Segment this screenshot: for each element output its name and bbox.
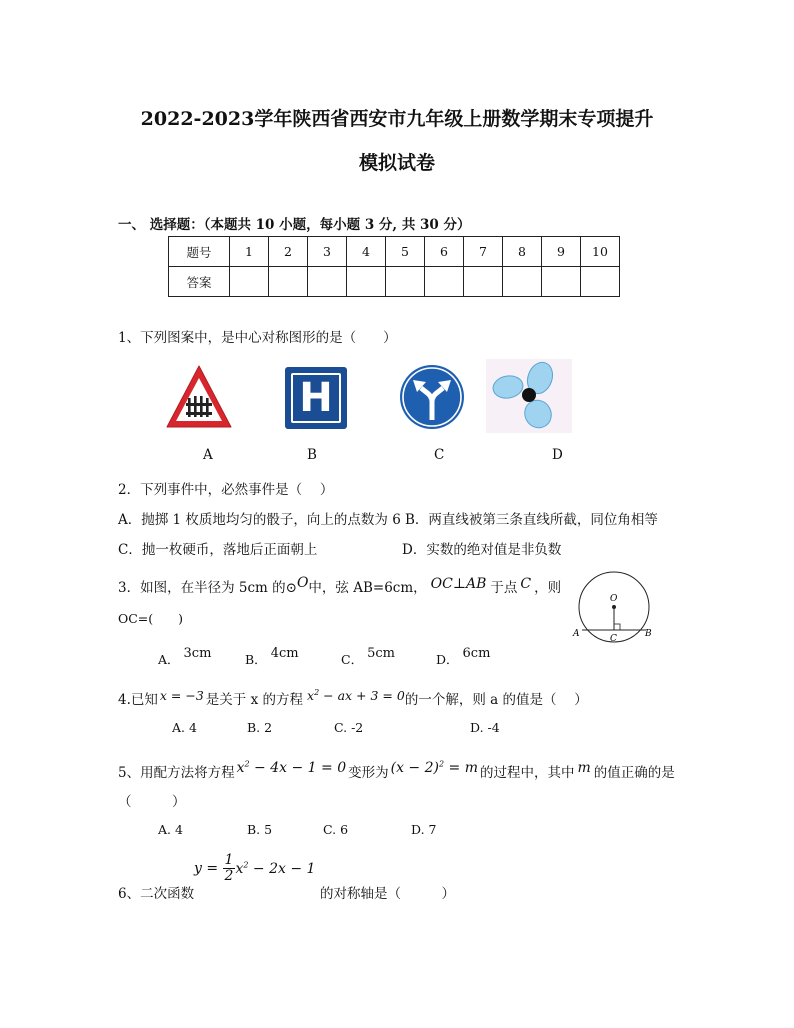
table-cell: 5 bbox=[386, 237, 425, 267]
table-cell: 2 bbox=[269, 237, 308, 267]
answer-cell[interactable] bbox=[386, 267, 425, 297]
fan-icon bbox=[486, 359, 572, 433]
q1-label-a: A bbox=[203, 447, 213, 463]
q4-stem bbox=[118, 688, 588, 708]
table-cell: 3 bbox=[308, 237, 347, 267]
answer-table bbox=[168, 236, 620, 297]
eq-part: (x − 2) bbox=[390, 760, 439, 776]
q3-text: 于点 bbox=[490, 580, 518, 596]
answer-cell[interactable] bbox=[308, 267, 347, 297]
q2-option-d: D．实数的绝对值是非负数 bbox=[402, 542, 562, 558]
q3-option-d bbox=[436, 646, 491, 668]
q5-paren: （ ） bbox=[118, 794, 186, 810]
q1-label-b: B bbox=[307, 447, 317, 463]
q3-text: 3．如图，在半径为 5cm 的⊙ bbox=[118, 580, 297, 596]
answer-table-row-numbers bbox=[169, 237, 620, 267]
q1-stem: 1、下列图案中，是中心对称图形的是（ ） bbox=[118, 330, 397, 346]
answer-cell[interactable] bbox=[347, 267, 386, 297]
table-cell: 6 bbox=[425, 237, 464, 267]
option-value: 6cm bbox=[462, 646, 491, 661]
eq-part: y = bbox=[194, 860, 219, 877]
option-label: C． bbox=[341, 652, 364, 667]
option-value: 4cm bbox=[270, 646, 299, 661]
answer-cell[interactable] bbox=[542, 267, 581, 297]
q3-symbol-o: O bbox=[296, 575, 309, 591]
q5-stem bbox=[118, 761, 675, 781]
answer-cell[interactable] bbox=[269, 267, 308, 297]
q5-text: 的过程中，其中 bbox=[479, 765, 575, 781]
q6-equation bbox=[194, 853, 315, 884]
q2-option-c: C．抛一枚硬币，落地后正面朝上 bbox=[118, 542, 318, 558]
eq-part: − ax + 3 = 0 bbox=[319, 688, 405, 703]
eq-part: − 4x − 1 = 0 bbox=[249, 760, 347, 776]
table-cell: 9 bbox=[542, 237, 581, 267]
q1-label-c: C bbox=[434, 447, 445, 463]
q4-option-c: C. -2 bbox=[334, 720, 364, 735]
option-label: B． bbox=[245, 652, 267, 667]
q3-option-b bbox=[245, 646, 299, 668]
q4-option-d: D. -4 bbox=[470, 720, 500, 735]
hospital-sign-icon bbox=[285, 367, 347, 429]
table-cell: 1 bbox=[230, 237, 269, 267]
circle-chord-diagram bbox=[570, 571, 658, 647]
q4-text: 是关于 x 的方程 bbox=[205, 692, 303, 708]
table-cell: 10 bbox=[581, 237, 620, 267]
option-value: 3cm bbox=[183, 646, 212, 661]
table-header-cell: 答案 bbox=[169, 267, 230, 297]
q5-symbol-m: m bbox=[577, 760, 591, 776]
q2-stem: 2．下列事件中，必然事件是（ ） bbox=[118, 482, 334, 498]
fraction bbox=[223, 853, 236, 884]
option-label: A． bbox=[158, 652, 180, 667]
eq-part: x bbox=[307, 688, 315, 703]
q5-equation-2 bbox=[391, 760, 478, 776]
q5-text: 5、用配方法将方程 bbox=[118, 765, 235, 781]
section-heading: 一、 选择题：（本题共 10 小题，每小题 3 分, 共 30 分） bbox=[118, 217, 471, 233]
answer-cell[interactable] bbox=[464, 267, 503, 297]
fig-label-b: B bbox=[645, 629, 652, 639]
answer-cell[interactable] bbox=[425, 267, 464, 297]
q4-option-a: A. 4 bbox=[172, 720, 197, 735]
q4-equation bbox=[307, 688, 405, 703]
q6-label: 6、二次函数 bbox=[118, 886, 195, 902]
q1-label-d: D bbox=[552, 447, 563, 463]
q3-stem bbox=[118, 576, 561, 596]
q5-text: 变形为 bbox=[348, 765, 389, 781]
q5-option-d: D. 7 bbox=[411, 822, 437, 837]
q5-option-a: A. 4 bbox=[158, 822, 183, 837]
eq-part: = m bbox=[444, 760, 478, 776]
q4-option-b: B. 2 bbox=[247, 720, 273, 735]
option-label: D． bbox=[436, 652, 459, 667]
eq-tail bbox=[235, 861, 315, 877]
table-header-cell: 题号 bbox=[169, 237, 230, 267]
page-subtitle: 模拟试卷 bbox=[358, 152, 435, 174]
split-direction-sign-icon bbox=[399, 364, 465, 430]
frac-numerator: 1 bbox=[224, 852, 234, 868]
eq-sup: 2 bbox=[244, 759, 250, 769]
table-cell: 4 bbox=[347, 237, 386, 267]
fig-label-o: O bbox=[610, 594, 618, 604]
fig-label-a: A bbox=[573, 629, 580, 639]
q5-equation-1 bbox=[237, 760, 347, 776]
frac-denominator: 2 bbox=[224, 868, 234, 884]
answer-cell[interactable] bbox=[230, 267, 269, 297]
q3-option-c bbox=[341, 646, 395, 668]
answer-cell[interactable] bbox=[503, 267, 542, 297]
q4-text: 的一个解，则 a 的值是（ ） bbox=[404, 692, 588, 708]
q4-text: 4.已知 bbox=[118, 692, 158, 708]
eq-part: x bbox=[236, 760, 245, 776]
table-cell: 8 bbox=[503, 237, 542, 267]
answer-table-row-answers bbox=[169, 267, 620, 297]
railroad-warning-sign-icon bbox=[164, 363, 234, 431]
eq-part: x bbox=[235, 860, 244, 877]
eq-part: − 2x − 1 bbox=[248, 860, 316, 877]
q3-symbol-c: C bbox=[520, 576, 532, 592]
q2-option-a: A．抛掷 1 枚质地均匀的骰子，向上的点数为 6 bbox=[118, 512, 401, 528]
q5-option-c: C. 6 bbox=[323, 822, 349, 837]
eq-sup: 2 bbox=[314, 687, 320, 697]
answer-cell[interactable] bbox=[581, 267, 620, 297]
eq-sup: 2 bbox=[438, 759, 445, 769]
option-value: 5cm bbox=[367, 646, 395, 661]
q3-text: ，则 bbox=[534, 580, 562, 596]
q2-option-b: B．两直线被第三条直线所截，同位角相等 bbox=[405, 512, 658, 528]
q5-text: 的值正确的是 bbox=[593, 765, 675, 781]
sign-b-letter: H bbox=[299, 375, 333, 421]
q3-condition: OC⊥AB bbox=[430, 576, 487, 592]
eq-sup: 2 bbox=[243, 860, 249, 870]
q4-equation-x: x = −3 bbox=[159, 688, 204, 703]
q6-text: 的对称轴是（ ） bbox=[320, 886, 455, 902]
page-title: 2022-2023学年陕西省西安市九年级上册数学期末专项提升 bbox=[140, 108, 654, 130]
q3-line2: OC=( ) bbox=[118, 611, 184, 626]
q3-text: 中，弦 AB=6cm， bbox=[308, 580, 427, 596]
table-cell: 7 bbox=[464, 237, 503, 267]
q5-option-b: B. 5 bbox=[247, 822, 273, 837]
fig-label-c: C bbox=[610, 634, 617, 644]
q3-option-a bbox=[158, 646, 212, 668]
